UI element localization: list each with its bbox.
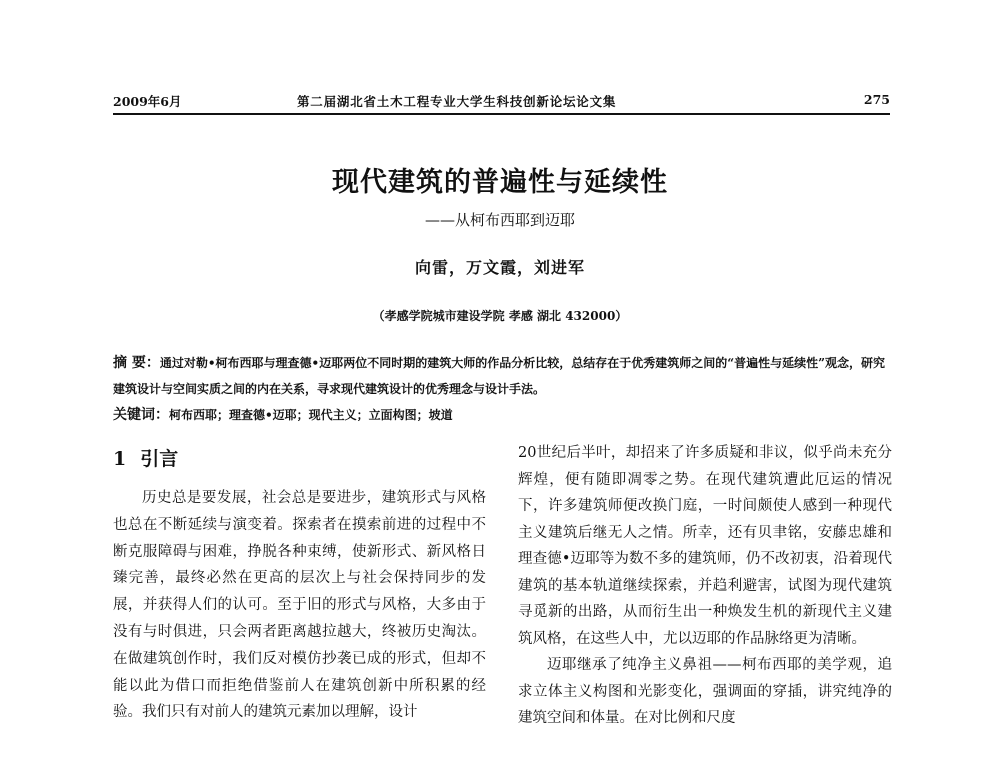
header-page-number: 275	[863, 92, 890, 107]
abstract	[113, 350, 890, 402]
section-number: 1	[113, 448, 127, 470]
abstract-label: 摘 要：	[113, 355, 160, 371]
body-paragraph: 迈耶继承了纯净主义鼻祖——柯布西耶的美学观，追求立体主义构图和光影变化，强调面的穿插，讲究纯净的建筑空间和体量。在对比例和尺度	[518, 657, 892, 726]
running-header	[113, 92, 890, 114]
body-column-left	[113, 485, 486, 726]
section-heading	[113, 444, 178, 471]
keywords-text: 柯布西耶；理查德•迈耶；现代主义；立面构图；坡道	[169, 408, 453, 422]
header-journal-title: 第二届湖北省土木工程专业大学生科技创新论坛论文集	[297, 94, 617, 109]
header-date: 2009年6月	[113, 94, 182, 109]
body-column-right	[518, 440, 892, 732]
section-title: 引言	[140, 448, 179, 470]
abstract-text: 通过对勒•柯布西耶与理查德•迈耶两位不同时期的建筑大师的作品分析比较，总结存在于优秀建筑师之间的“普遍性与延续性”观念，研究建筑设计与空间实质之间的内在关系，寻求现代建筑设计的优秀理念与设计手法。	[113, 356, 886, 396]
body-paragraph: 历史总是要发展，社会总是要进步，建筑形式与风格也总在不断延续与演变着。探索者在摸索前进的过程中不断克服障碍与困难，挣脱各种束缚，使新形式、新风格日臻完善，最终必然在更高的层次上与社会保持同步的发展，并获得人们的认可。至于旧的形式与风格，大多由于没有与时俱进，只会两者距离越拉越大，终被历史淘汰。在做建筑创作时，我们反对模仿抄袭已成的形式，但却不能以此为借口而拒绝借鉴前人在建筑创新中所积累的经验。我们只有对前人的建筑元素加以理解，设计	[113, 490, 486, 721]
paper-affiliation: （孝感学院城市建设学院 孝感 湖北 432000）	[372, 309, 628, 323]
header-divider	[113, 113, 890, 115]
body-paragraph: 20世纪后半叶，却招来了许多质疑和非议，似乎尚未充分辉煌，便有随即凋零之势。在现代建筑遭此厄运的情况下，许多建筑师便改换门庭，一时间颇使人感到一种现代主义建筑后继无人之情。所幸，还有贝聿铭，安藤忠雄和理查德•迈耶等为数不多的建筑师，仍不改初衷，沿着现代建筑的基本轨道继续探索，并趋利避害，试图为现代建筑寻觅新的出路，从而衍生出一种焕发生机的新现代主义建筑风格，在这些人中，尤以迈耶的作品脉络更为清晰。	[518, 445, 892, 647]
keywords	[113, 402, 890, 428]
paper-subtitle: ——从柯布西耶到迈耶	[424, 211, 575, 229]
paper-title: 现代建筑的普遍性与延续性	[332, 167, 668, 198]
keywords-label: 关键词：	[113, 407, 169, 423]
paper-authors: 向雷，万文霞，刘进军	[414, 258, 585, 277]
